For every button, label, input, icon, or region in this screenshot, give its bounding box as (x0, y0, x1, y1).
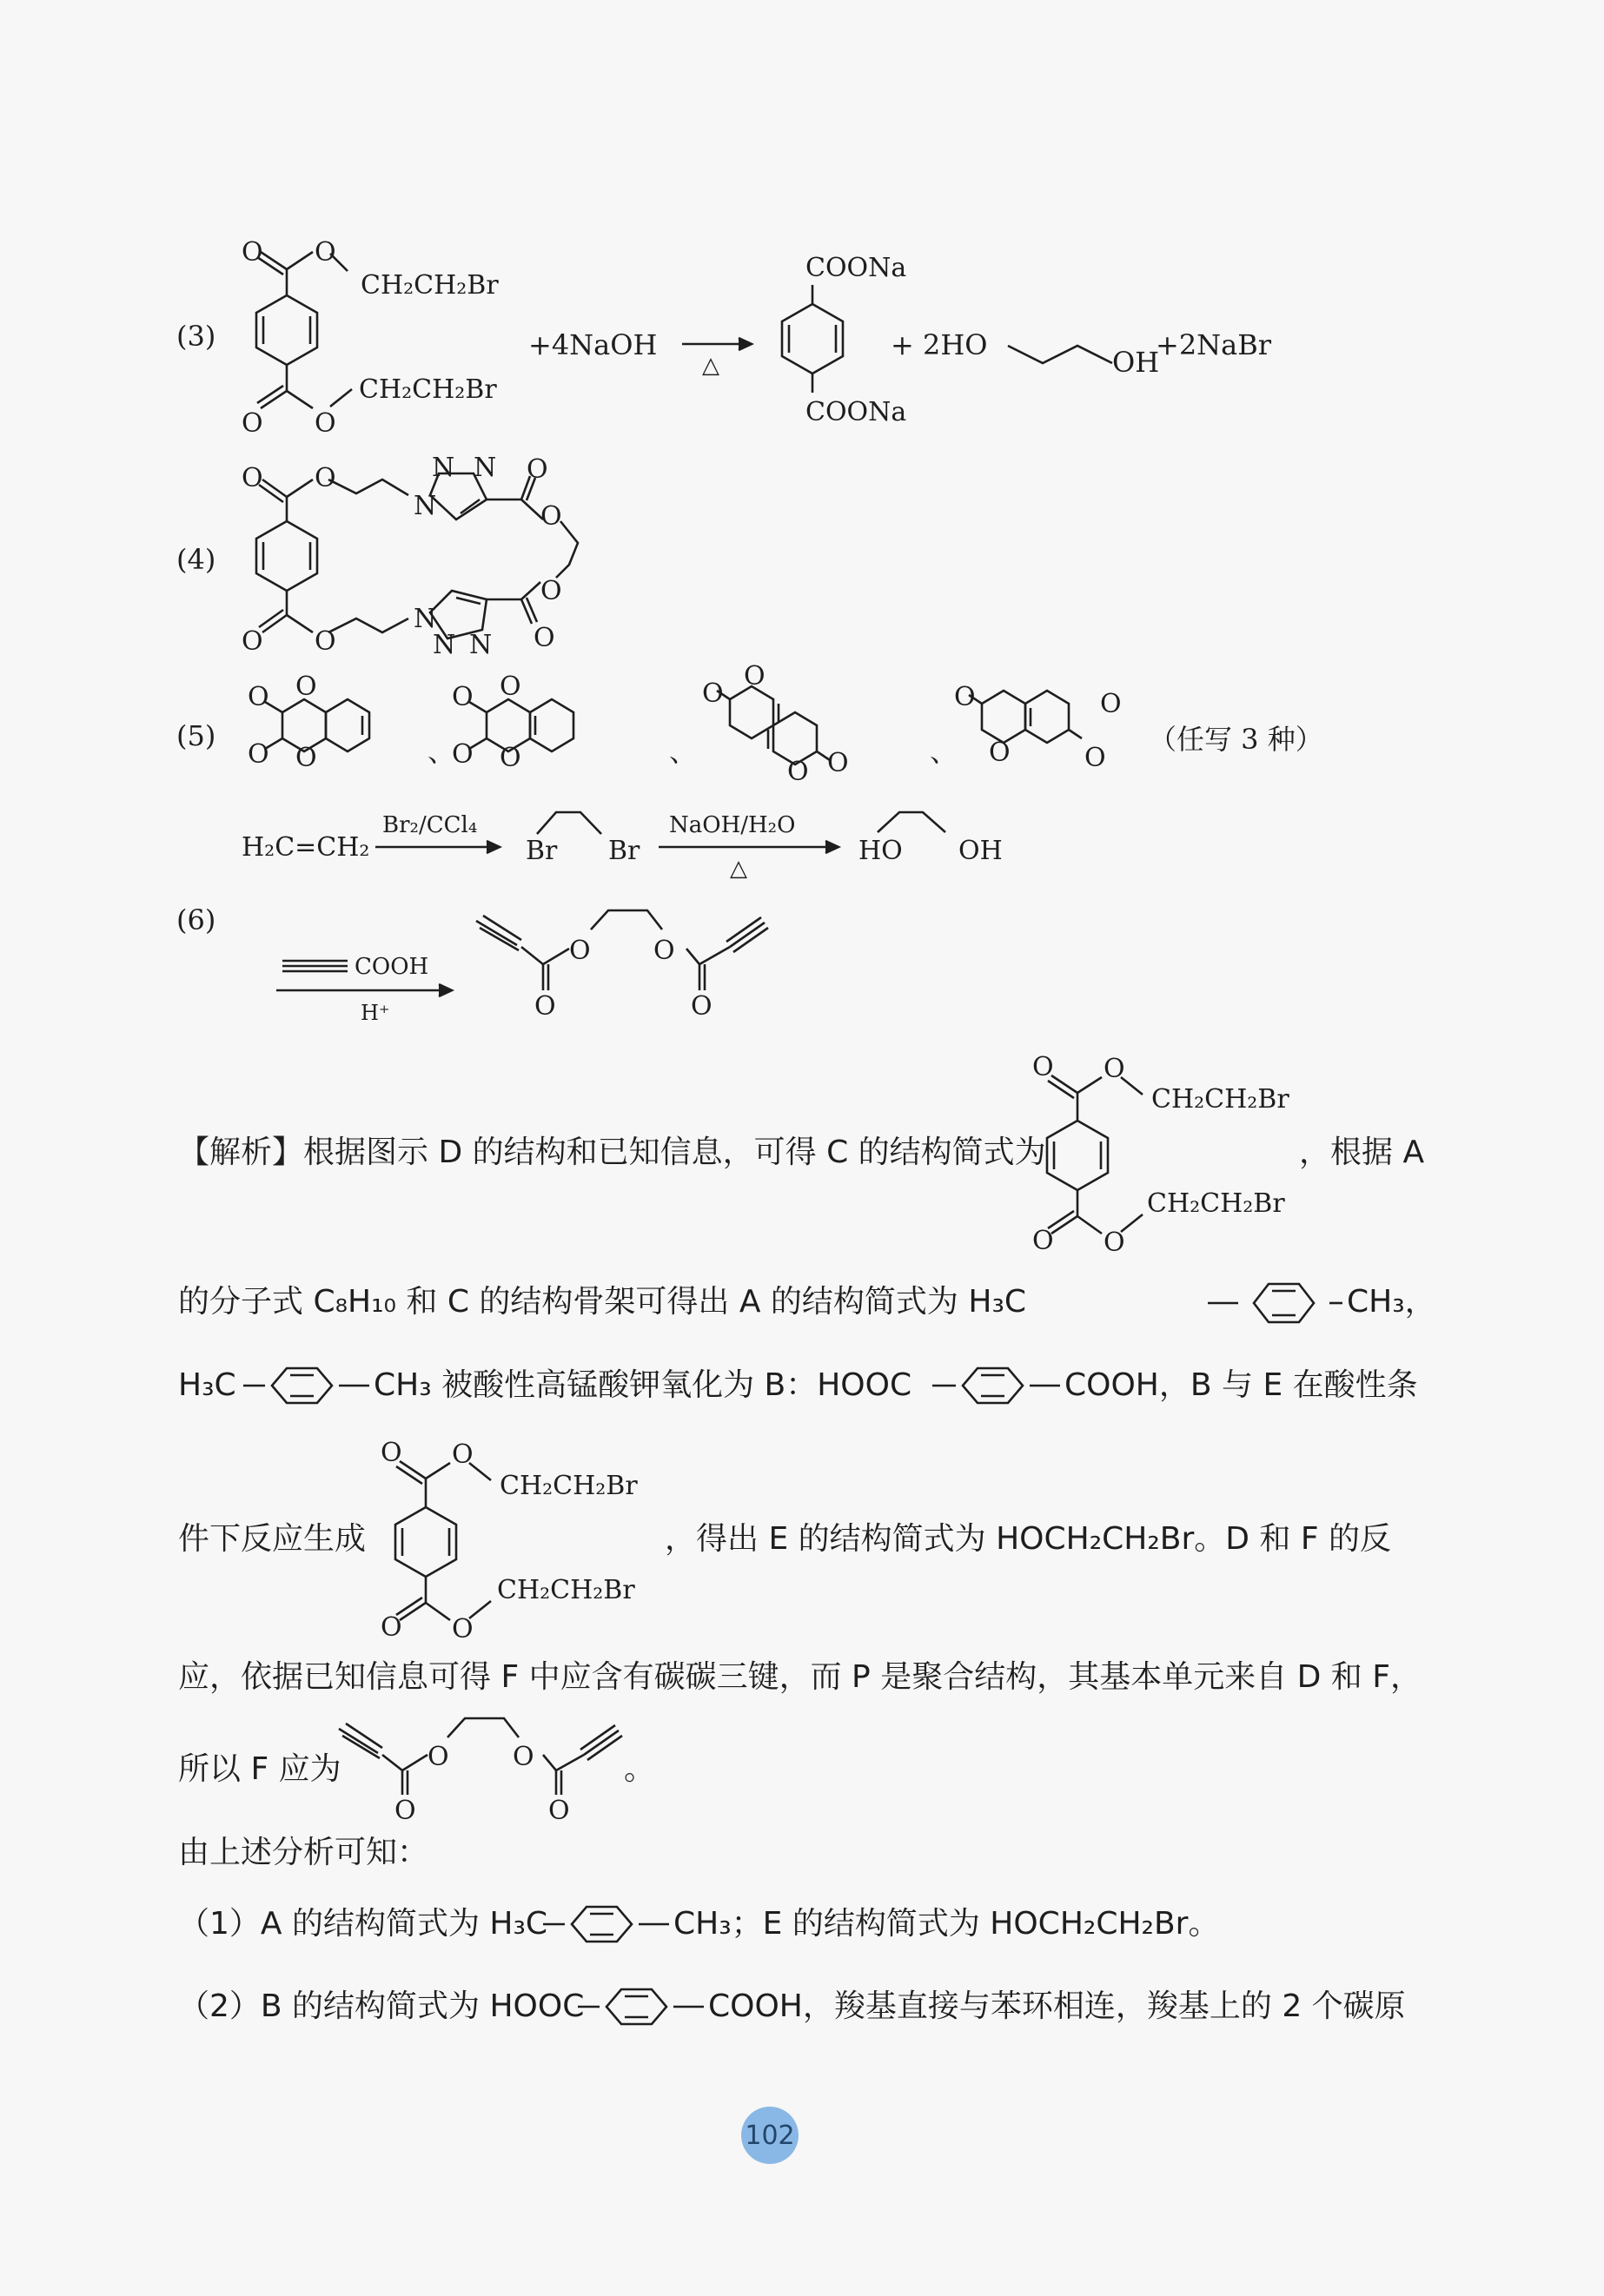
svg-text:O: O (534, 623, 555, 653)
svg-text:N: N (414, 604, 437, 634)
svg-text:O: O (500, 743, 521, 773)
svg-text:O: O (787, 757, 809, 787)
svg-text:O: O (295, 743, 317, 773)
analysis-line-7: 由上述分析可知： (178, 1835, 429, 1870)
svg-text:O: O (315, 408, 336, 439)
separator: 、 (669, 735, 698, 768)
svg-text:O: O (452, 739, 474, 770)
ethylene: H₂C=CH₂ (242, 832, 370, 863)
product-ethylene-glycol-oh: OH (1112, 346, 1160, 379)
analysis-line-6b: 。 (624, 1751, 656, 1787)
item-label-6: (6) (176, 903, 216, 936)
svg-text:O: O (954, 682, 976, 712)
svg-text:CH₂CH₂Br: CH₂CH₂Br (497, 1575, 635, 1605)
product-nabr: +2NaBr (1156, 328, 1272, 361)
analysis-line-2: 的分子式 C₈H₁₀ 和 C 的结构骨架可得出 A 的结构简式为 H₃C (178, 1284, 1027, 1320)
glycol-ho: HO (858, 836, 903, 866)
svg-text:O: O (452, 1439, 474, 1470)
analysis-line-4: 件下反应生成 (178, 1521, 367, 1557)
analysis-line-1: 【解析】根据图示 D 的结构和已知信息，可得 C 的结构简式为 (178, 1135, 1046, 1170)
item-label-3: (3) (176, 320, 216, 353)
separator: 、 (428, 735, 456, 768)
svg-text:O: O (381, 1612, 402, 1643)
analysis-line-9: （2）B 的结构简式为 HOOC (178, 1988, 585, 2024)
analysis-line-8b: CH₃；E 的结构简式为 HOCH₂CH₂Br。 (673, 1906, 1220, 1942)
svg-text:O: O (702, 678, 724, 709)
catalyst-h-plus: H⁺ (361, 1001, 390, 1025)
svg-text:O: O (540, 501, 562, 532)
item-label-4: (4) (176, 543, 216, 576)
analysis-line-5: 应，依据已知信息可得 F 中应含有碳碳三键，而 P 是聚合结构，其基本单元来自 D 和 F， (178, 1659, 1422, 1695)
page-number: 102 (741, 2107, 799, 2164)
svg-text:O: O (452, 1614, 474, 1644)
reagent-br2-ccl4: Br₂/CCl₄ (382, 812, 478, 838)
svg-text:O: O (315, 463, 336, 493)
svg-text:O: O (548, 1796, 570, 1826)
svg-text:O: O (569, 936, 591, 966)
svg-text:O: O (315, 237, 336, 268)
reagent-naoh-h2o: NaOH/H₂O (669, 812, 796, 838)
svg-text:O: O (1104, 1054, 1125, 1084)
analysis-line-3c: COOH，B 与 E 在酸性条 (1064, 1367, 1418, 1403)
svg-text:CH₂CH₂Br: CH₂CH₂Br (500, 1471, 638, 1501)
analysis-tag: 【解析】 (178, 1135, 304, 1170)
svg-text:N: N (414, 491, 437, 521)
svg-text:CH₂CH₂Br: CH₂CH₂Br (1147, 1188, 1285, 1219)
svg-text:O: O (242, 626, 263, 657)
svg-text:O: O (1032, 1052, 1054, 1082)
analysis-line-9b: COOH，羧基直接与苯环相连，羧基上的 2 个碳原 (708, 1988, 1406, 2024)
svg-text:O: O (394, 1796, 416, 1826)
svg-text:O: O (1100, 689, 1122, 719)
svg-text:CH₂CH₂Br: CH₂CH₂Br (1151, 1084, 1289, 1115)
svg-text:O: O (534, 991, 556, 1022)
analysis-line-3b: CH₃ 被酸性高锰酸钾氧化为 B：HOOC (374, 1367, 912, 1403)
group-ch2ch2br: CH₂CH₂Br (359, 374, 497, 405)
analysis-line-4b: ，得出 E 的结构简式为 HOCH₂CH₂Br。D 和 F 的反 (665, 1521, 1392, 1557)
svg-text:O: O (540, 576, 562, 606)
svg-text:O: O (315, 626, 336, 657)
group-coona: COONa (805, 253, 907, 283)
svg-text:N: N (469, 630, 493, 660)
note-any-three: （任写 3 种） (1149, 723, 1323, 756)
product-ethylene-glycol-ho: + 2HO (891, 328, 988, 361)
analysis-line-1b: ，根据 A (1299, 1135, 1425, 1170)
svg-text:O: O (428, 1742, 449, 1772)
propiolic-acid-cooh: COOH (355, 954, 429, 980)
separator: 、 (930, 735, 958, 768)
svg-text:O: O (242, 463, 263, 493)
svg-text:O: O (691, 991, 713, 1022)
condition-heat: △ (702, 353, 719, 379)
analysis-line-3: H₃C (178, 1367, 236, 1403)
svg-text:O: O (1032, 1226, 1054, 1256)
svg-text:O: O (248, 682, 269, 712)
analysis-line-2b: CH₃， (1347, 1284, 1436, 1320)
svg-text:O: O (527, 454, 548, 485)
svg-text:O: O (381, 1438, 402, 1468)
group-coona: COONa (805, 397, 907, 427)
svg-text:N: N (474, 453, 497, 483)
svg-text:O: O (989, 738, 1011, 768)
reagent-naoh: +4NaOH (528, 328, 658, 361)
atom-o: O (242, 237, 263, 268)
svg-text:O: O (1104, 1227, 1125, 1258)
svg-text:N: N (432, 453, 455, 483)
svg-text:O: O (452, 682, 474, 712)
svg-text:O: O (653, 936, 675, 966)
svg-text:O: O (248, 739, 269, 770)
group-ch2ch2br: CH₂CH₂Br (361, 270, 499, 301)
svg-text:O: O (500, 672, 521, 702)
svg-text:O: O (1084, 743, 1106, 773)
svg-text:O: O (242, 408, 263, 439)
svg-text:O: O (827, 748, 849, 778)
dibromide-br: Br (526, 836, 558, 866)
svg-text:O: O (513, 1742, 534, 1772)
condition-heat: △ (730, 856, 747, 882)
dibromide-br: Br (608, 836, 640, 866)
svg-text:N: N (433, 630, 456, 660)
item-label-5: (5) (176, 719, 216, 752)
analysis-line-6: 所以 F 应为 (178, 1751, 341, 1787)
glycol-oh: OH (958, 836, 1003, 866)
svg-text:O: O (744, 661, 766, 691)
svg-text:O: O (295, 672, 317, 702)
analysis-line-8: （1）A 的结构简式为 H₃C (178, 1906, 548, 1942)
